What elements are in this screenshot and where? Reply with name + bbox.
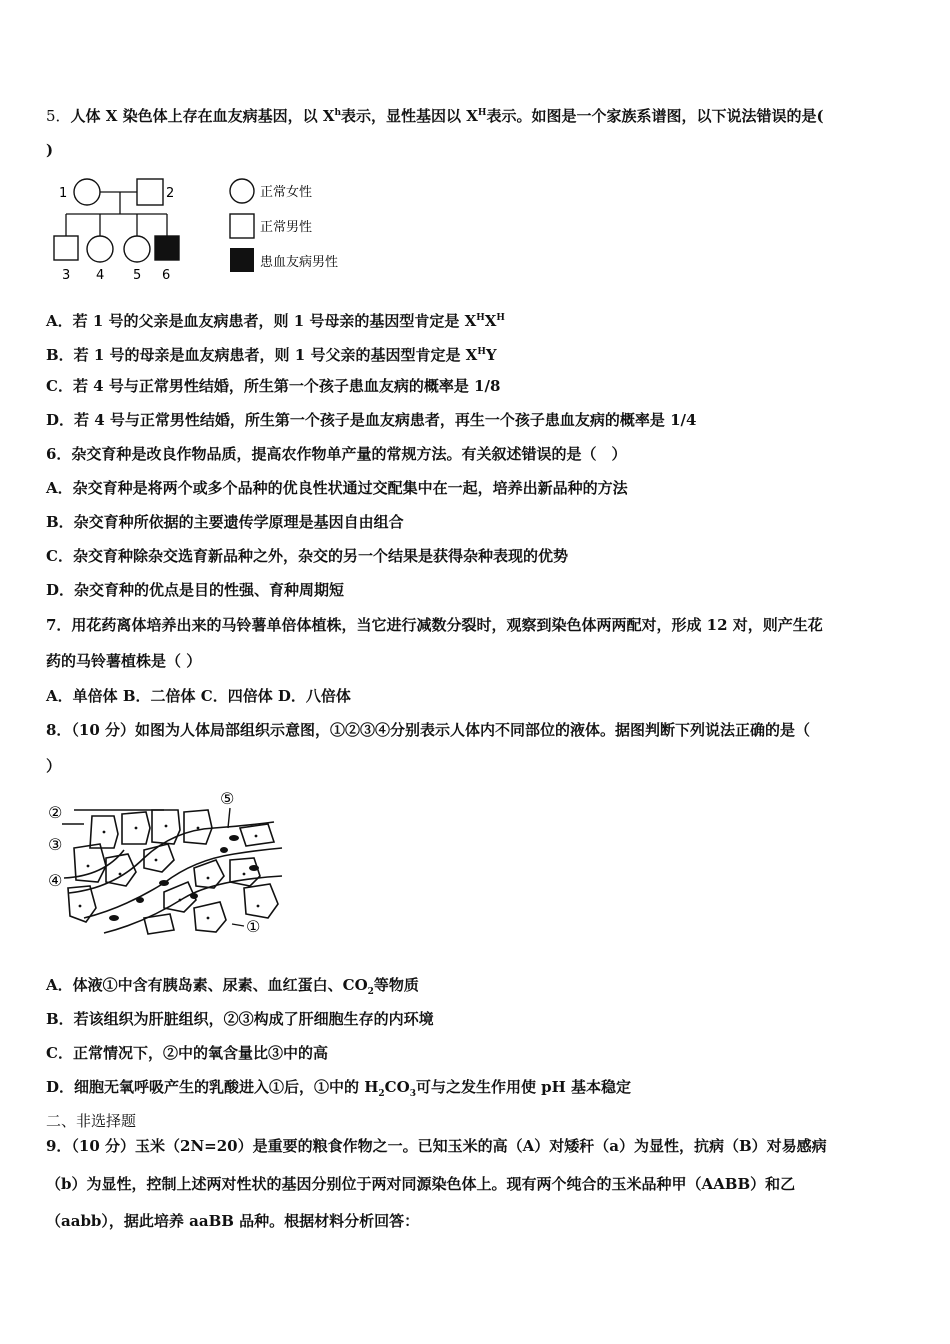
q5-option-b: B．若 1 号的母亲是血友病患者，则 1 号父亲的基因型肯定是 $X^HY$	[46, 346, 497, 364]
pedigree-number-4: 4	[96, 268, 105, 282]
section-heading: 二、非选择题	[46, 1112, 137, 1130]
pedigree-individual-6-affected	[155, 236, 179, 260]
diagram-label-4: ④	[48, 871, 63, 890]
q9-line2: （b）为显性，控制上述两对性状的基因分别位于两对同源染色体上。现有两个纯合的玉米品种甲（AABB）和乙	[46, 1175, 796, 1193]
pedigree-number-3: 3	[62, 268, 71, 282]
legend-female-label: 正常女性	[260, 185, 313, 200]
pedigree-chart	[50, 172, 370, 282]
q8-option-c: C．正常情况下，②中的氧含量比③中的高	[46, 1044, 328, 1062]
q7-stem-line2: 药的马铃薯植株是（ ）	[46, 652, 202, 670]
q6-option-b: B．杂交育种所依据的主要遗传学原理是基因自由组合	[46, 513, 404, 531]
pedigree-number-1: 1	[59, 186, 68, 201]
legend-female-icon	[230, 179, 254, 203]
diagram-label-1: ①	[246, 917, 261, 936]
diagram-label-2: ②	[48, 803, 63, 822]
q9-line1: 9．（10 分）玉米（2N=20）是重要的粮食作物之一。已知玉米的高（A）对矮秆（a）为显性，抗病（B）对易感病	[46, 1137, 827, 1155]
legend-male-label: 正常男性	[260, 220, 313, 235]
q6-option-c: C．杂交育种除杂交选育新品种之外，杂交的另一个结果是获得杂种表现的优势	[46, 547, 568, 565]
pedigree-number-6: 6	[162, 268, 171, 282]
legend-affected-label: 患血友病男性	[260, 255, 339, 270]
pedigree-individual-5	[124, 236, 150, 262]
q7-options: A．单倍体 B．二倍体 C．四倍体 D．八倍体	[46, 687, 351, 705]
q5-stem-line1: 5．人体 X 染色体上存在血友病基因，以 $X^h$表示，显性基因以 $X^H$表示。如图是一个家族系谱图，以下说法错误的是(	[46, 107, 824, 125]
q5-option-c: C．若 4 号与正常男性结婚，所生第一个孩子患血友病的概率是 1/8	[46, 377, 501, 395]
diagram-label-5: ⑤	[220, 789, 235, 808]
q7-stem-line1: 7．用花药离体培养出来的马铃薯单倍体植株，当它进行减数分裂时，观察到染色体两两配对，形成 12 对，则产生花	[46, 616, 823, 634]
q5-option-d: D．若 4 号与正常男性结婚，所生第一个孩子是血友病患者，再生一个孩子患血友病的概率是 1/4	[46, 411, 697, 429]
pedigree-individual-1	[74, 179, 100, 205]
q8-stem-line1: 8．（10 分）如图为人体局部组织示意图，①②③④分别表示人体内不同部位的液体。据图判断下列说法正确的是（	[46, 721, 811, 739]
pedigree-number-5: 5	[133, 268, 142, 282]
q5-option-a: A．若 1 号的父亲是血友病患者，则 1 号母亲的基因型肯定是 $X^HX^H$	[46, 312, 505, 330]
diagram-label-3: ③	[48, 835, 63, 854]
pedigree-individual-4	[87, 236, 113, 262]
q5-stem-line2: )	[46, 141, 54, 159]
q6-stem: 6．杂交育种是改良作物品质，提高农作物单产量的常规方法。有关叙述错误的是（ ）	[46, 445, 627, 463]
q8-stem-line2: ）	[46, 757, 62, 775]
q6-option-a: A．杂交育种是将两个或多个品种的优良性状通过交配集中在一起，培养出新品种的方法	[46, 479, 628, 497]
q8-option-a: A．体液①中含有胰岛素、尿素、血红蛋白、$CO_2$等物质	[46, 976, 419, 997]
pedigree-individual-3	[54, 236, 78, 260]
q8-option-b: B．若该组织为肝脏组织，②③构成了肝细胞生存的内环境	[46, 1010, 434, 1028]
legend-affected-icon	[230, 248, 254, 272]
pedigree-individual-2	[137, 179, 163, 205]
pedigree-number-2: 2	[166, 186, 175, 201]
q9-line3: （aabb），据此培养 aaBB 品种。根据材料分析回答：	[46, 1212, 420, 1230]
legend-male-icon	[230, 214, 254, 238]
q8-option-d: D．细胞无氧呼吸产生的乳酸进入①后，①中的 $H_2CO_3$可与之发生作用使 pH 基本稳定	[46, 1078, 632, 1099]
q6-option-d: D．杂交育种的优点是目的性强、育种周期短	[46, 581, 345, 599]
tissue-diagram	[44, 788, 284, 948]
